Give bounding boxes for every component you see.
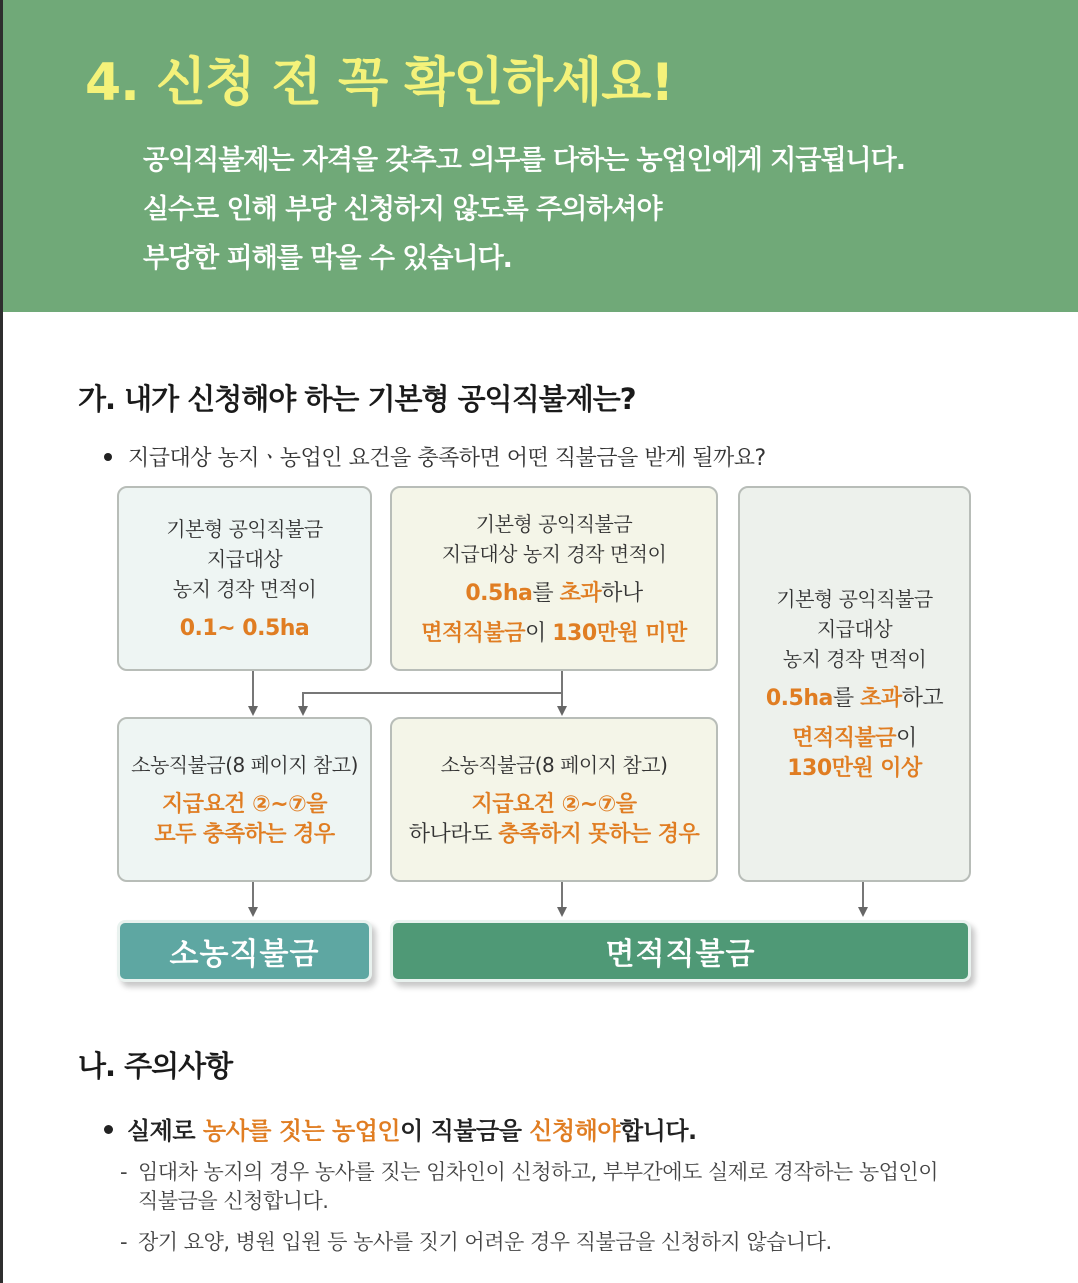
flow-box-small-farmer-fail: [390, 717, 718, 882]
result-area-payment: 면적직불금: [390, 920, 971, 982]
box-condition-line: [421, 619, 687, 649]
box-line: 기본형 공익직불금: [166, 516, 323, 541]
box-line: 소농직불금(8 페이지 참고): [131, 752, 358, 777]
highlight-text: 초과: [559, 580, 602, 606]
section-b-title: 나. 주의사항: [78, 1049, 233, 1083]
box-condition-line: [465, 579, 642, 609]
arrow-down-icon: [298, 706, 308, 716]
connector-line: [252, 882, 254, 908]
arrow-down-icon: [557, 706, 567, 716]
caution-sub-item: [120, 1228, 832, 1257]
page-title: 4. 신청 전 꼭 확인하세요!: [85, 53, 674, 113]
result-small-farmer-payment: 소농직불금: [117, 920, 372, 982]
highlight-text: 0.5ha: [465, 580, 533, 606]
arrow-down-icon: [248, 706, 258, 716]
highlight-text: 0.5ha: [765, 686, 833, 711]
header-desc-line: 부당한 피해를 막을 수 있습니다.: [143, 243, 512, 274]
dash-marker: -: [120, 1230, 128, 1254]
connector-line: [561, 671, 563, 707]
box-condition-line: [409, 820, 700, 850]
dash-marker: -: [120, 1160, 128, 1184]
sub-item-text: 직불금을 신청합니다.: [138, 1189, 329, 1213]
box-line: 지급대상 농지 경작 면적이: [441, 541, 667, 566]
highlight-text: 면적직불금: [792, 726, 896, 751]
highlight-text: 농사를 짓는 농업인: [202, 1117, 401, 1145]
plain-text: 하나라도: [408, 821, 499, 847]
flow-box-small-area: [117, 486, 372, 671]
highlight-text: 신청해야: [529, 1117, 620, 1145]
flow-box-small-farmer-ok: [117, 717, 372, 882]
plain-text: 를: [832, 686, 861, 711]
box-area-value: 0.1~ 0.5ha: [179, 615, 310, 641]
plain-text: 이: [896, 726, 917, 751]
plain-text: 이 직불금을: [400, 1117, 530, 1145]
plain-text: 하고: [901, 686, 944, 711]
box-line: 기본형 공익직불금: [776, 587, 933, 611]
arrow-down-icon: [557, 907, 567, 917]
plain-text: 를: [532, 580, 560, 606]
highlight-text: 130만원 미만: [552, 620, 687, 646]
caution-sub-item: [120, 1158, 938, 1216]
box-condition-line: [766, 684, 943, 714]
plain-text: 이: [524, 620, 553, 646]
section-a-title: 가. 내가 신청해야 하는 기본형 공익직불제는?: [78, 382, 636, 416]
arrow-down-icon: [248, 907, 258, 917]
box-line: 기본형 공익직불금: [475, 511, 633, 536]
flow-box-large-area: [738, 486, 971, 882]
highlight-text: 지급요건 ②~⑦을: [471, 791, 637, 817]
box-line: 농지 경작 면적이: [172, 576, 317, 601]
header-desc-line: 실수로 인해 부당 신청하지 않도록 주의하셔야: [143, 194, 662, 225]
flow-box-mid-area: [390, 486, 718, 671]
highlight-text: 130만원 이상: [787, 756, 922, 781]
header-description: [143, 136, 905, 283]
sub-item-text: 임대차 농지의 경우 농사를 짓는 임차인이 신청하고, 부부간에도 실제로 경작하는 농업인이: [138, 1160, 939, 1184]
highlight-text: 초과: [860, 686, 902, 711]
box-line: 소농직불금(8 페이지 참고): [440, 752, 668, 777]
section-a-bullet: [104, 441, 766, 472]
box-line: 지급대상: [206, 546, 283, 571]
highlight-text: 지급요건 ②~⑦을: [161, 791, 328, 817]
plain-text: 실제로: [127, 1117, 203, 1145]
arrow-down-icon: [858, 907, 868, 917]
highlight-text: 모두 충족하는 경우: [154, 821, 335, 847]
bullet-dot: [104, 453, 112, 461]
box-line: 지급대상: [816, 617, 893, 641]
plain-text: 합니다.: [620, 1117, 697, 1145]
highlight-text: 면적직불금: [421, 620, 525, 646]
connector-line: [561, 882, 563, 908]
header-desc-line: 공익직불제는 자격을 갖추고 의무를 다하는 농업인에게 지급됩니다.: [143, 145, 905, 176]
connector-line: [302, 692, 562, 694]
box-line: 농지 경작 면적이: [782, 647, 927, 671]
box-condition-line: [792, 724, 917, 754]
sub-item-text: 장기 요양, 병원 입원 등 농사를 짓기 어려운 경우 직불금을 신청하지 않습니다.: [138, 1230, 832, 1254]
bullet-dot: [104, 1125, 113, 1134]
header-banner: [3, 0, 1078, 312]
plain-text: 하나: [601, 580, 643, 606]
connector-line: [862, 882, 864, 908]
section-a-bullet-text: 지급대상 농지ㆍ농업인 요건을 충족하면 어떤 직불금을 받게 될까요?: [128, 446, 766, 471]
highlight-text: 충족하지 못하는 경우: [498, 821, 700, 847]
caution-bullet: [104, 1111, 697, 1146]
connector-line: [302, 692, 304, 707]
connector-line: [252, 671, 254, 707]
